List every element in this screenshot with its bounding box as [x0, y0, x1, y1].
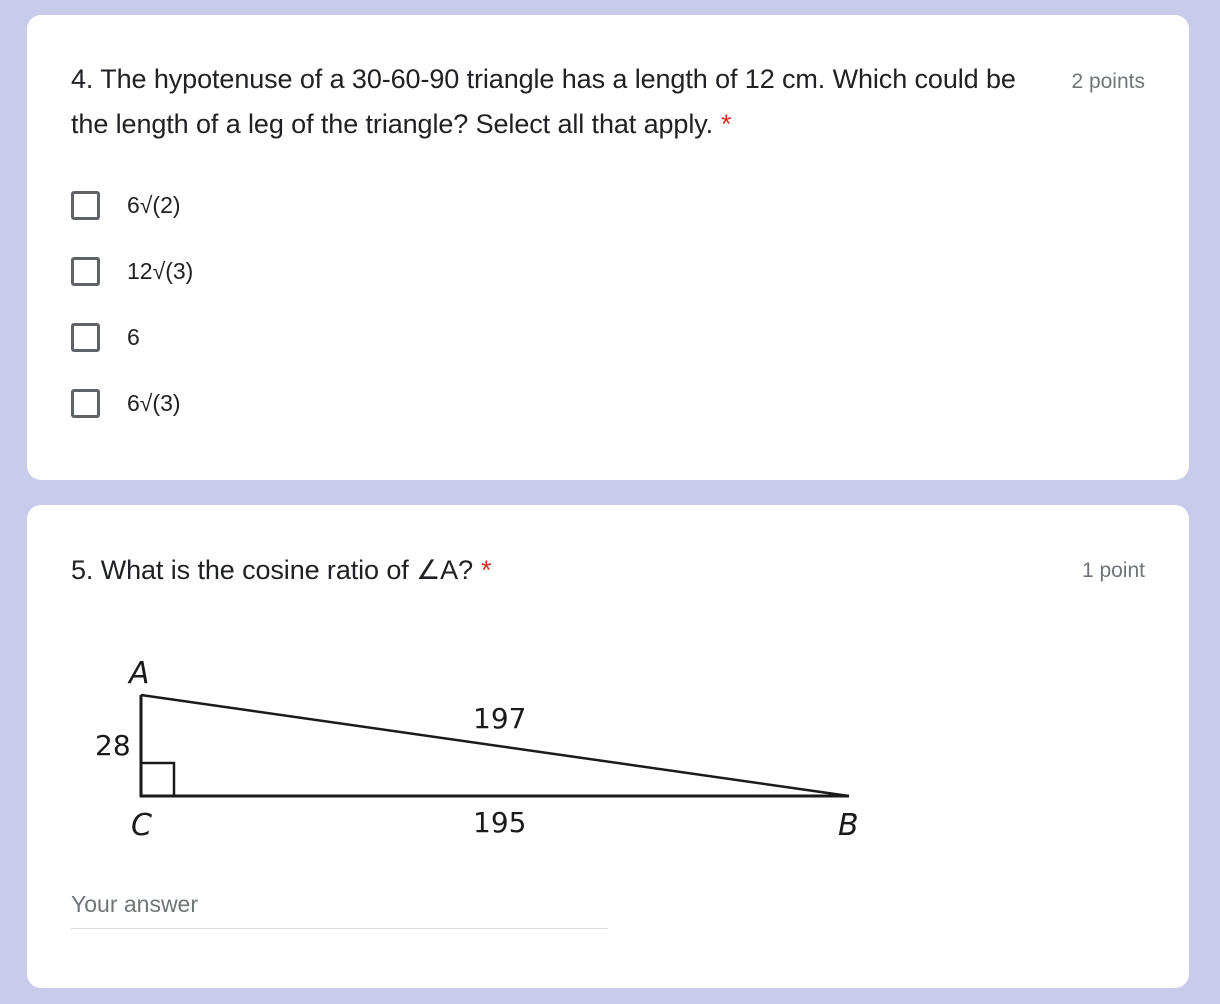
- vertex-b-label: B: [838, 808, 859, 843]
- right-triangle-diagram: [87, 645, 907, 845]
- answer-input[interactable]: Your answer: [71, 880, 608, 929]
- question-text: 5. What is the cosine ratio of ∠A?: [71, 555, 473, 585]
- question-title: [71, 57, 1021, 147]
- question-title: [71, 548, 971, 593]
- question-text: 4. The hypotenuse of a 30-60-90 triangle has a length of 12 cm. Which could be the length of a leg of the triangle? Select all that apply.: [71, 64, 1016, 139]
- option-1[interactable]: [71, 191, 193, 257]
- option-2[interactable]: [71, 257, 193, 323]
- option-4[interactable]: [71, 389, 193, 455]
- option-label: 6: [127, 324, 140, 350]
- vertex-c-label: C: [131, 808, 152, 843]
- question-card-5: [27, 505, 1189, 988]
- points-label: 2 points: [1071, 70, 1145, 93]
- side-cb-label: 195: [473, 806, 527, 839]
- checkbox-options: [71, 191, 193, 455]
- checkbox-icon[interactable]: [71, 389, 100, 418]
- points-label: 1 point: [1081, 559, 1145, 582]
- option-label: 6√(3): [127, 390, 181, 416]
- side-ac-label: 28: [95, 729, 131, 762]
- option-label: 12√(3): [127, 258, 194, 284]
- checkbox-icon[interactable]: [71, 323, 100, 352]
- checkbox-icon[interactable]: [71, 191, 100, 220]
- option-3[interactable]: [71, 323, 193, 389]
- required-asterisk: *: [481, 555, 492, 585]
- option-label: 6√(2): [127, 192, 181, 218]
- question-card-4: [27, 15, 1189, 480]
- side-ab-label: 197: [473, 702, 527, 735]
- checkbox-icon[interactable]: [71, 257, 100, 286]
- vertex-a-label: A: [129, 656, 150, 691]
- right-angle-marker: [141, 763, 174, 796]
- required-asterisk: *: [721, 109, 732, 139]
